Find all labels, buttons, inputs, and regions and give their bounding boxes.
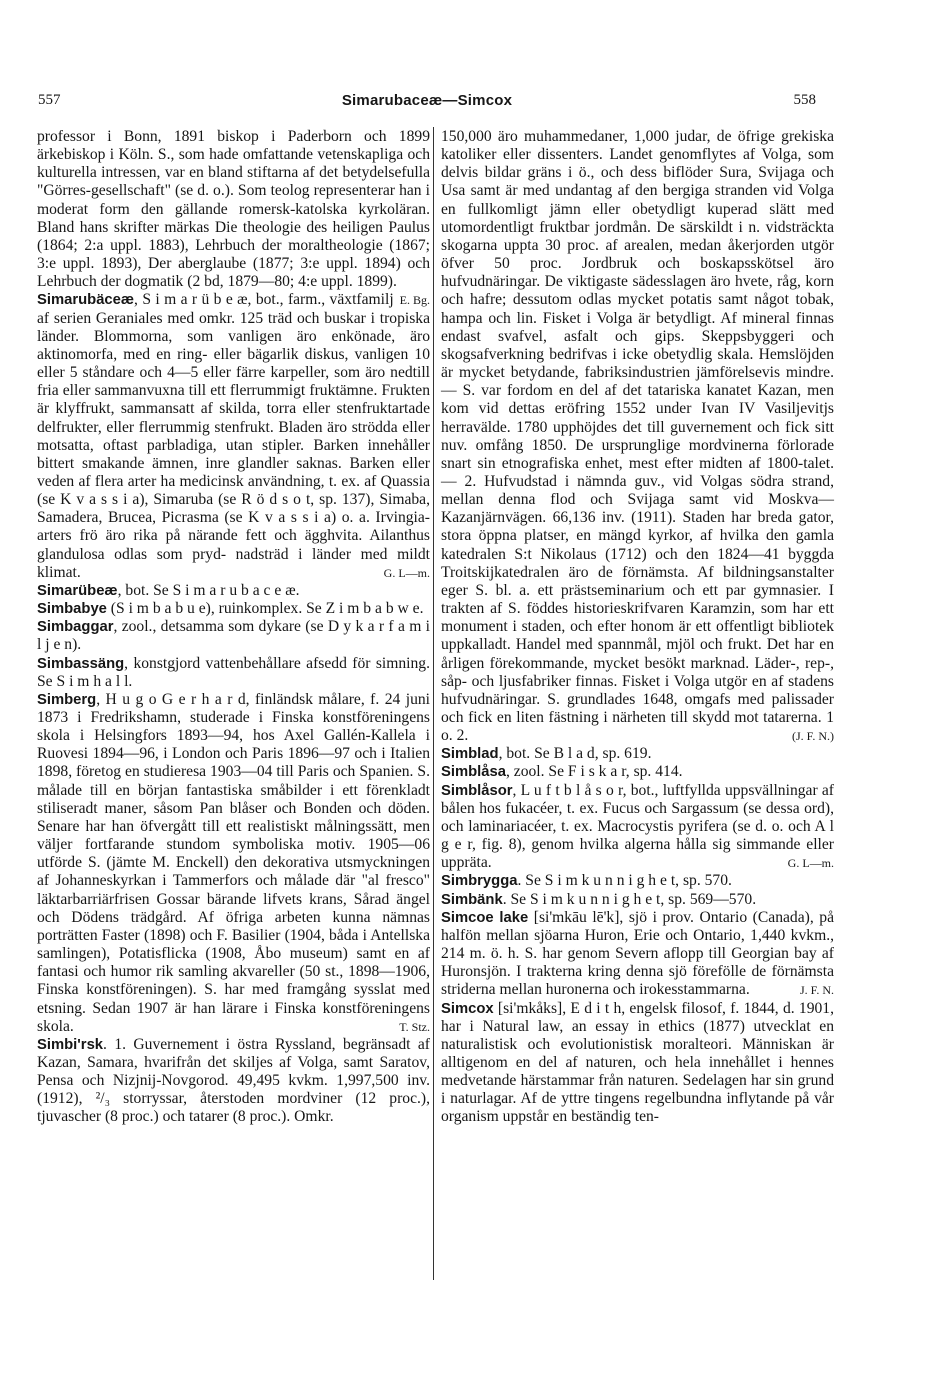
entry-headword: Simbi'rsk <box>37 1036 104 1053</box>
entry-simblad: Simblad, bot. Se B l a d, sp. 619. <box>441 745 652 763</box>
entry-headword: Simblåsor <box>441 782 513 799</box>
entry-headword: Simberg <box>37 691 97 708</box>
entry-simcox: Simcox [si'mkåks], E d i t h, engelsk filosof, f. 1844, d. 1901, har i Natural law, an essay in ethics (1877) utvecklat en naturalistisk och evolutionistisk moralteori. Människan är alltigenom en del af naturen, och hela innehållet i hennes medvetande härstammar från naturen. Sedelagen har sin grund i naturlagar. Af de yttre tingens regelbundna inflytande på vår organism uppstår en beständig ten- <box>441 999 834 1126</box>
entry-headword: Simbänk <box>441 891 503 908</box>
entry-simbassang: Simbassäng, konstgjord vattenbehållare afsedd för simning. Se S i m h a l l. <box>37 654 430 690</box>
entry-headword: Simblad <box>441 746 499 763</box>
entry-simblasor: Simblåsor, L u f t b l å s o r, bot., luftfyllda uppsvällningar af bålen hos fukacéer, t. ex. Fucus och Sargassum (se dessa ord), och laminariacéer, t. ex. Macrocystis pyrifera (se d. o. och A l g e r, fig. 8), genom hvilka algerna hålla sig simmande eller uppräta. G. L—m. <box>441 781 834 872</box>
entry-headword: Simarubäceæ <box>37 292 135 309</box>
page-number-left: 557 <box>38 92 61 108</box>
page-header <box>38 92 816 114</box>
entry-continuation: professor i Bonn, 1891 biskop i Paderborn och 1899 ärkebiskop i Köln. S., som hade omfattande vetenskapliga och kulturella intressen, var en bland stiftarna af det betydelsefulla "Görres-gesellschaft" (se d. o.). Som teolog representerar han i moderat form den gällande romersk-katolska kyrkoläran. Bland hans skrifter märkas Die theologie des heiligen Paulus (1864; 2:a uppl. 1883), Lehrbuch der moraltheologie (1867; 3:e uppl. 1893), Der aberglaube (1877; 3:e uppl. 1894) och Lehrbuch der dogmatik (2 bd, 1879—80; 4:e uppl. 1899). E. Bg. <box>37 128 430 291</box>
entry-headword: Simcox <box>441 1000 494 1017</box>
entry-headword: Simbrygga <box>441 873 518 890</box>
entry-simberg: Simberg, H u g o G e r h a r d, finländsk målare, f. 24 juni 1873 i Fredrikshamn, studerade i Finska konstföreningens skola i Helsingfors 1893—94, hos Axel Gallén-Kallela i Ruovesi 1894—96, i London och Paris 1896—97 och i Italien 1898, företog en studieresa 1903—04 till Paris och Spanien. S. målade till en början fantastiska småbilder i ett förenkladt stiliseradt maner, såsom Pan blåser och Bonden och döden. Senare har han öfvergått till ett realistiskt målningssätt, men väljer fortfarande stundom symboliska motiv. 1905—06 utförde S. (jämte M. Enckell) den dekorativa utsmyckningen af Johanneskyrkan i Tammerfors och målade där "al fresco" läktarbarriärfrisen Gossar bärande lifvets krans, Sårad ängel och Dödens trädgård. Af öfriga arbeten kunna nämnas porträtten Faster (1898) och F. Basilier (1904, båda i Antellska samlingen), Potatisflicka (1908, Åbo museum) samt en af fantasi och humor rik samling akvareller (50 st., 1898—1906, Finska konstföreningen). S. har med framgång sysslat med etsning. Sedan 1907 är han lärare i Finska konstföreningens skola. T. Stz. <box>37 690 430 1035</box>
entry-simblasa: Simblåsa, zool. Se F i s k a r, sp. 414. <box>441 763 683 781</box>
entry-simbank: Simbänk. Se S i m k u n n i g h e t, sp. 569—570. <box>441 890 757 908</box>
entry-headword: Simbassäng <box>37 655 125 672</box>
entry-simbabye: Simbabye (S i m b a b u e), ruinkomplex. Se Z i m b a b w e. <box>37 600 424 618</box>
running-title: Simarubaceæ—Simcox <box>341 92 513 109</box>
entry-headword: Simbaggar <box>37 619 114 636</box>
entry-headword: Simblåsa <box>441 764 506 781</box>
author-signature: G. L—m. <box>787 856 834 871</box>
author-signature: T. Stz. <box>399 1019 430 1034</box>
right-column <box>441 128 834 1127</box>
entry-simbirsk: Simbi'rsk. 1. Guvernement i östra Ryssland, begränsadt af Kazan, Samara, hvarifrån det skiljes af Volga, samt Saratov, Pensa och Nizjnij-Novgorod. 49,495 kvkm. 1,997,500 inv. (1912), ²/₃ storryssar, återstoden mordviner (12 proc.), tjuvascher (8 proc.) och tatarer (8 proc.). Omkr. <box>37 1035 430 1126</box>
entry-simcoe-lake: Simcoe lake [si'mkāu lē'k], sjö i prov. Ontario (Canada), på halfön mellan sjöarna Huron, Erie och Ontario, 1,440 kvkm., 214 m. ö. h. S. har genom Severn aflopp till Georgian bay af Huronsjön. I trakterna kring denna sjö förefölle de förnämsta striderna mellan huronerna och irokesstammarna. J. F. N. <box>441 908 834 999</box>
entry-simarubeae: Simarübeæ, bot. Se S i m a r u b a c e æ. <box>37 581 300 599</box>
author-signature: G. L—m. <box>383 565 430 580</box>
entry-headword: Simcoe lake <box>441 909 529 926</box>
author-signature: J. F. N. <box>799 983 834 998</box>
column-divider <box>433 127 434 1280</box>
author-signature: E. Bg. <box>399 293 430 308</box>
entry-simbrygga: Simbrygga. Se S i m k u n n i g h e t, sp. 570. <box>441 872 732 890</box>
page-number-right: 558 <box>793 92 816 108</box>
entry-simarubaceae: Simarubäceæ, S i m a r ü b e æ, bot., farm., växtfamilj af serien Geraniales med omkr. 125 träd och buskar i tropiska länder. Blommorna, som vanligen äro enkönade, äro aktinomorfa, med en ring- eller bägarlik diskus, vanligen 10 eller 5 ståndare och 4—5 eller färre karpeller, som äro nedtill fria eller sammanvuxna till ett flerrummigt fruktämne. Frukten är klyffrukt, sammansatt af skilda, torra eller stenfruktartade delfrukter, eller flerrummig stenfrukt. Bladen äro strödda eller motsatta, oftast parbladiga, utan stipler. Barken innehåller bittert smakande ämnen, inre glandler saknas. Barken eller veden af flera arter ha medicinsk användning, t. ex. af Quassia (se K v a s s i a), Simaruba (se R ö d s o t, sp. 137), Simaba, Samadera, Brucea, Picrasma (se K v a s s i a) o. a. Irvingia-arters frö äro rika på närande fett och ägghvita. Ailanthus glandulosa odlas som pryd- nadsträd i länder med mildt klimat. G. L—m. <box>37 291 430 581</box>
author-signature: (J. F. N.) <box>791 729 834 744</box>
left-column <box>37 128 430 1127</box>
entry-headword: Simarübeæ <box>37 582 118 599</box>
entry-headword: Simbabye <box>37 601 107 618</box>
entry-simbirsk-continued: 150,000 äro muhammedaner, 1,000 judar, de öfrige grekiska katoliker eller dissenters. Landet genomflytes af Volga, som delvis bildar gräns i ö., och dess biflöder Sura, Svijaga och Usa samt är med undantag af den bergiga stranden vid Volga en fullkomligt jämn eller obetydligt kuperad slätt med utomordentligt fruktbar jordmån. De särskildt i n. vidsträckta skogarna uppta 30 proc. af arealen, medan åkerjorden utgör öfver 50 proc. Jordbruk och boskapsskötsel äro hufvudnäringar. De viktigaste sädesslagen äro hvete, råg, korn och hafre; dessutom odlas mycket potatis samt något tobak, hampa och lin. Fisket i Volga är betydligt. Af mineral finnas endast svafvel, asfalt och gips. Skeppsbyggeri och skogsafverkning bedrifvas i icke obetydlig skala. Hemslöjden är mycket betydande, fabriksindustrien jämförelsevis mindre. — S. var fordom en del af det tatariska kanatet Kazan, men kom vid dettas eröfring 1552 under Ivan IV Vasiljevitjs herravälde. 1780 upphöjdes det till guvernement och fick sitt nuv. omfång 1850. De ursprunglige mordvinerna förlorade snart sin etnografiska enhet, mest efter midten af 1800-talet. — 2. Hufvudstad i nämnda guv., vid Volgas södra strand, mellan denna flod och Svijaga samt vid Moskva—Kazanjärnvägen. 66,136 inv. (1911). Staden har breda gator, stora öppna platser, en mängd kyrkor, af hvilka den gamla katedralen S:t Nikolaus (1712) och den 1824—41 byggda Troitskijkatedralen äro de förnämsta. Af bildningsanstalter eger S. bl. a. ett prästseminarium och ett par gymnasier. I trakten af S. föddes historieskrifvaren Karamzin, som har ett monument i staden, och efter honom är ett offentligt bibliotek uppkalladt. Handel med spannmål, mjöl och frukt. Det har en årligen förekommande, mycket besökt marknad. Läder-, rep-, såp- och ljusfabriker finnas. Fisket i Volga utgör en af stadens hufvudnäringar. S. grundlades 1648, omgafs med palissader och fick en liten fästning i närheten till skydd mot tatarerna. 1 o. 2. (J. F. N.) <box>441 128 834 745</box>
entry-simbaggar: Simbaggar, zool., detsamma som dykare (se D y k a r f a m i l j e n). <box>37 618 430 654</box>
